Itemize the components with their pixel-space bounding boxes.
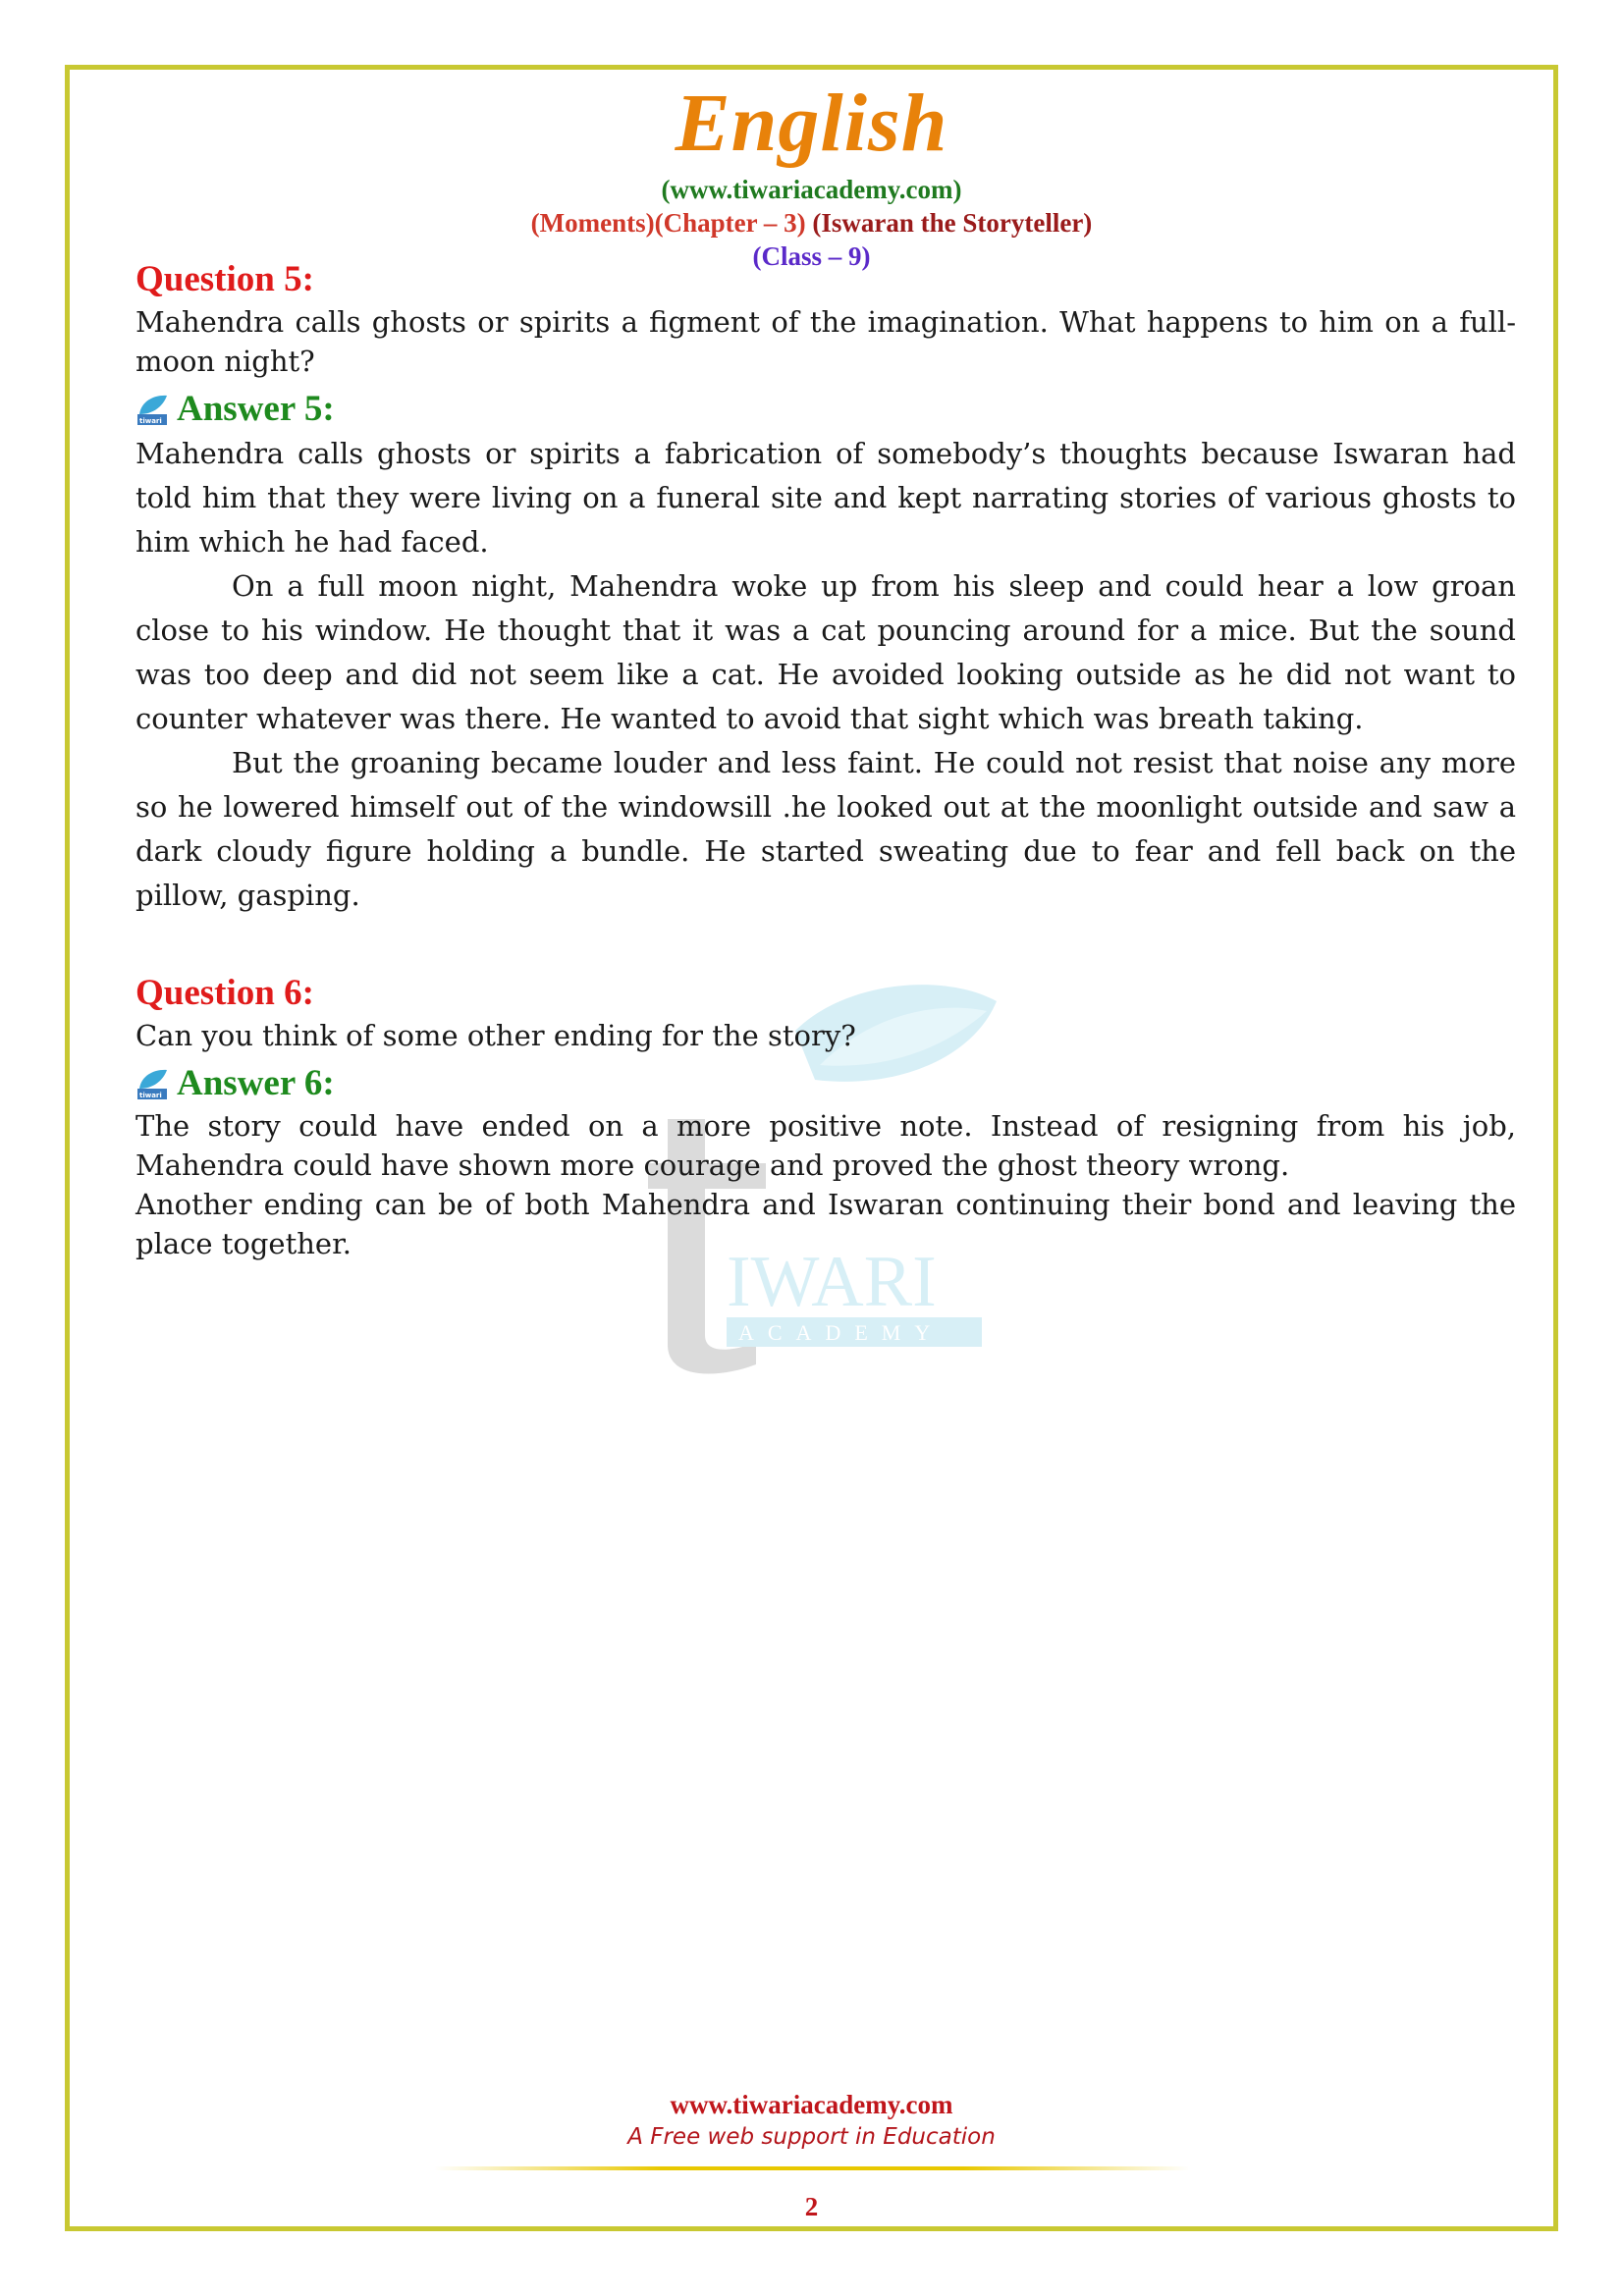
tiwari-leaf-icon [135, 1067, 169, 1100]
header-chapter-line [0, 206, 1623, 240]
watermark-word: IWARI [727, 1242, 937, 1322]
question-block-6 [135, 971, 1516, 1263]
page-title: English [675, 78, 948, 169]
header-chapter: (Chapter – 3) [654, 208, 806, 238]
question-text: Can you think of some other ending for the story? [135, 1019, 856, 1052]
header-chapter-title: (Iswaran the Storyteller) [812, 208, 1093, 238]
header-book: (Moments) [530, 208, 655, 238]
footer-divider [434, 2166, 1190, 2170]
header-website: (www.tiwariacademy.com) [661, 175, 962, 204]
question-heading: Question 5: [135, 259, 314, 299]
answer-heading: Answer 5: [177, 389, 335, 429]
answer-heading-row [135, 387, 1516, 432]
footer-website: www.tiwariacademy.com [670, 2090, 953, 2119]
answer-heading-row [135, 1061, 1516, 1106]
tiwari-leaf-icon [135, 393, 169, 426]
page-number: 2 [804, 2192, 819, 2221]
header-class: (Class – 9) [752, 241, 871, 271]
watermark-subword: ACADEMY [738, 1320, 945, 1345]
page-header [0, 77, 1623, 273]
answer-icon-label: tiwari [139, 1092, 162, 1099]
answer-paragraph: But the groaning became louder and less faint. He could not resist that noise any more so he lowered himself out of the windowsill .he looked out at the moonlight outside and saw a dark cloudy figure holding a bundle. He started sweating due to fear and fell back on the pillow, gasping. [135, 746, 1516, 912]
footer-tagline: A Free web support in Education [627, 2124, 996, 2150]
question-block-5 [135, 257, 1516, 918]
question-text: Mahendra calls ghosts or spirits a figment of the imagination. What happens to him on a full-moon night? [135, 305, 1516, 378]
answer-icon-label: tiwari [139, 417, 162, 425]
answer-paragraph: Another ending can be of both Mahendra and Iswaran continuing their bond and leaving the place together. [135, 1188, 1516, 1260]
page-footer [0, 2088, 1623, 2222]
answer-heading: Answer 6: [177, 1063, 335, 1103]
question-heading: Question 6: [135, 973, 314, 1013]
answer-paragraph: The story could have ended on a more positive note. Instead of resigning from his job, Mahendra could have shown more courage and proved the ghost theory wrong. [135, 1109, 1516, 1182]
answer-paragraph: Mahendra calls ghosts or spirits a fabrication of somebody’s thoughts because Iswaran had told him that they were living on a funeral site and kept narrating stories of various ghosts to him which he had faced. [135, 437, 1516, 559]
answer-paragraph: On a full moon night, Mahendra woke up from his sleep and could hear a low groan close to his window. He thought that it was a cat pouncing around for a mice. But the sound was too deep and did not seem like a cat. He avoided looking outside as he did not want to counter whatever was there. He wanted to avoid that sight which was breath taking. [135, 569, 1516, 735]
page-content [135, 257, 1516, 1263]
